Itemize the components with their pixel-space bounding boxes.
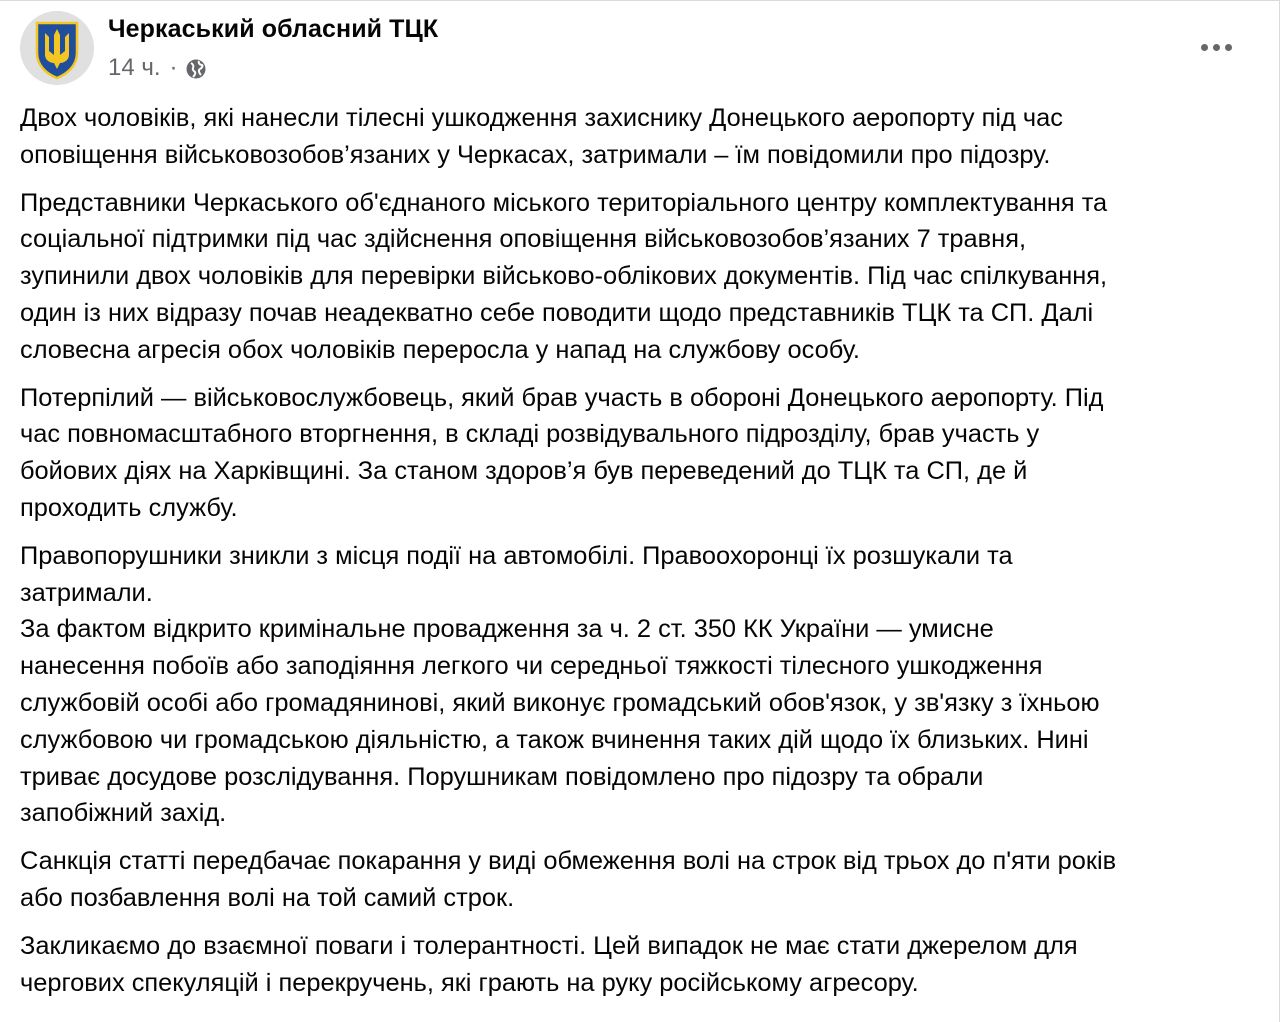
post-paragraph-6: Закликаємо до взаємної поваги і толерантності. Цей випадок не має стати джерелом для чергових спекуляцій і перекручень, які грають на руку російському агресору. bbox=[20, 931, 1078, 997]
post-paragraph-2: Представники Черкаського об'єднаного міського територіального центру комплектування та соціальної підтримки під час здійснення оповіщення військовозобов’язаних 7 травня, зупинили двох чоловіків для перевірки військово-облікових документів. Під час спілкування, один із них відразу почав неадекватно себе поводити щодо представників ТЦК та СП. Далі словесна агресія обох чоловіків переросла у напад на службову особу. bbox=[20, 188, 1108, 364]
post-body bbox=[20, 100, 1265, 1012]
page-name-link[interactable]: Черкаський обласний ТЦК bbox=[108, 15, 439, 43]
post-meta bbox=[108, 54, 207, 82]
more-options-button[interactable] bbox=[1194, 29, 1238, 65]
meta-separator: · bbox=[169, 54, 178, 81]
post-time[interactable]: 14 ч. bbox=[108, 54, 161, 81]
more-horizontal-icon bbox=[1201, 44, 1232, 51]
post-paragraph-5: Санкція статті передбачає покарання у виді обмеження волі на строк від трьох до п'яти років або позбавлення волі на той самий строк. bbox=[20, 847, 1117, 912]
post-paragraph-1: Двох чоловіків, які нанесли тілесні ушкодження захиснику Донецького аеропорту під час оповіщення військовозобов’язаних у Черкасах, затримали – їм повідомили про підозру. bbox=[20, 104, 1063, 169]
post-header bbox=[20, 11, 1260, 87]
trident-shield-emblem-icon bbox=[20, 11, 94, 85]
post-paragraph-3: Потерпілий — військовослужбовець, який брав участь в обороні Донецького аеропорту. Під час повномасштабного вторгнення, в складі розвідувального підрозділу, брав участь у бойових діях на Харківщині. За станом здоров’я був переведений до ТЦК та СП, де й проходить службу. bbox=[20, 383, 1104, 522]
avatar[interactable] bbox=[20, 11, 94, 85]
globe-icon[interactable] bbox=[185, 58, 207, 80]
post-paragraph-4: Правопорушники зникли з місця події на автомобілі. Правоохоронці їх розшукали та затримали. За фактом відкрито кримінальне провадження за ч. 2 ст. 350 КК України — умисне нанесення побоїв або заподіяння легкого чи середньої тяжкості тілесного ушкодження службовій особі або громадянинові, який виконує громадський обов'язок, у зв'язку з їхньою службовою чи громадською діяльністю, а також вчинення таких дій щодо їх близьких. Нині триває досудове розслідування. Порушникам повідомлено про підозру та обрали запобіжний захід. bbox=[20, 541, 1100, 828]
